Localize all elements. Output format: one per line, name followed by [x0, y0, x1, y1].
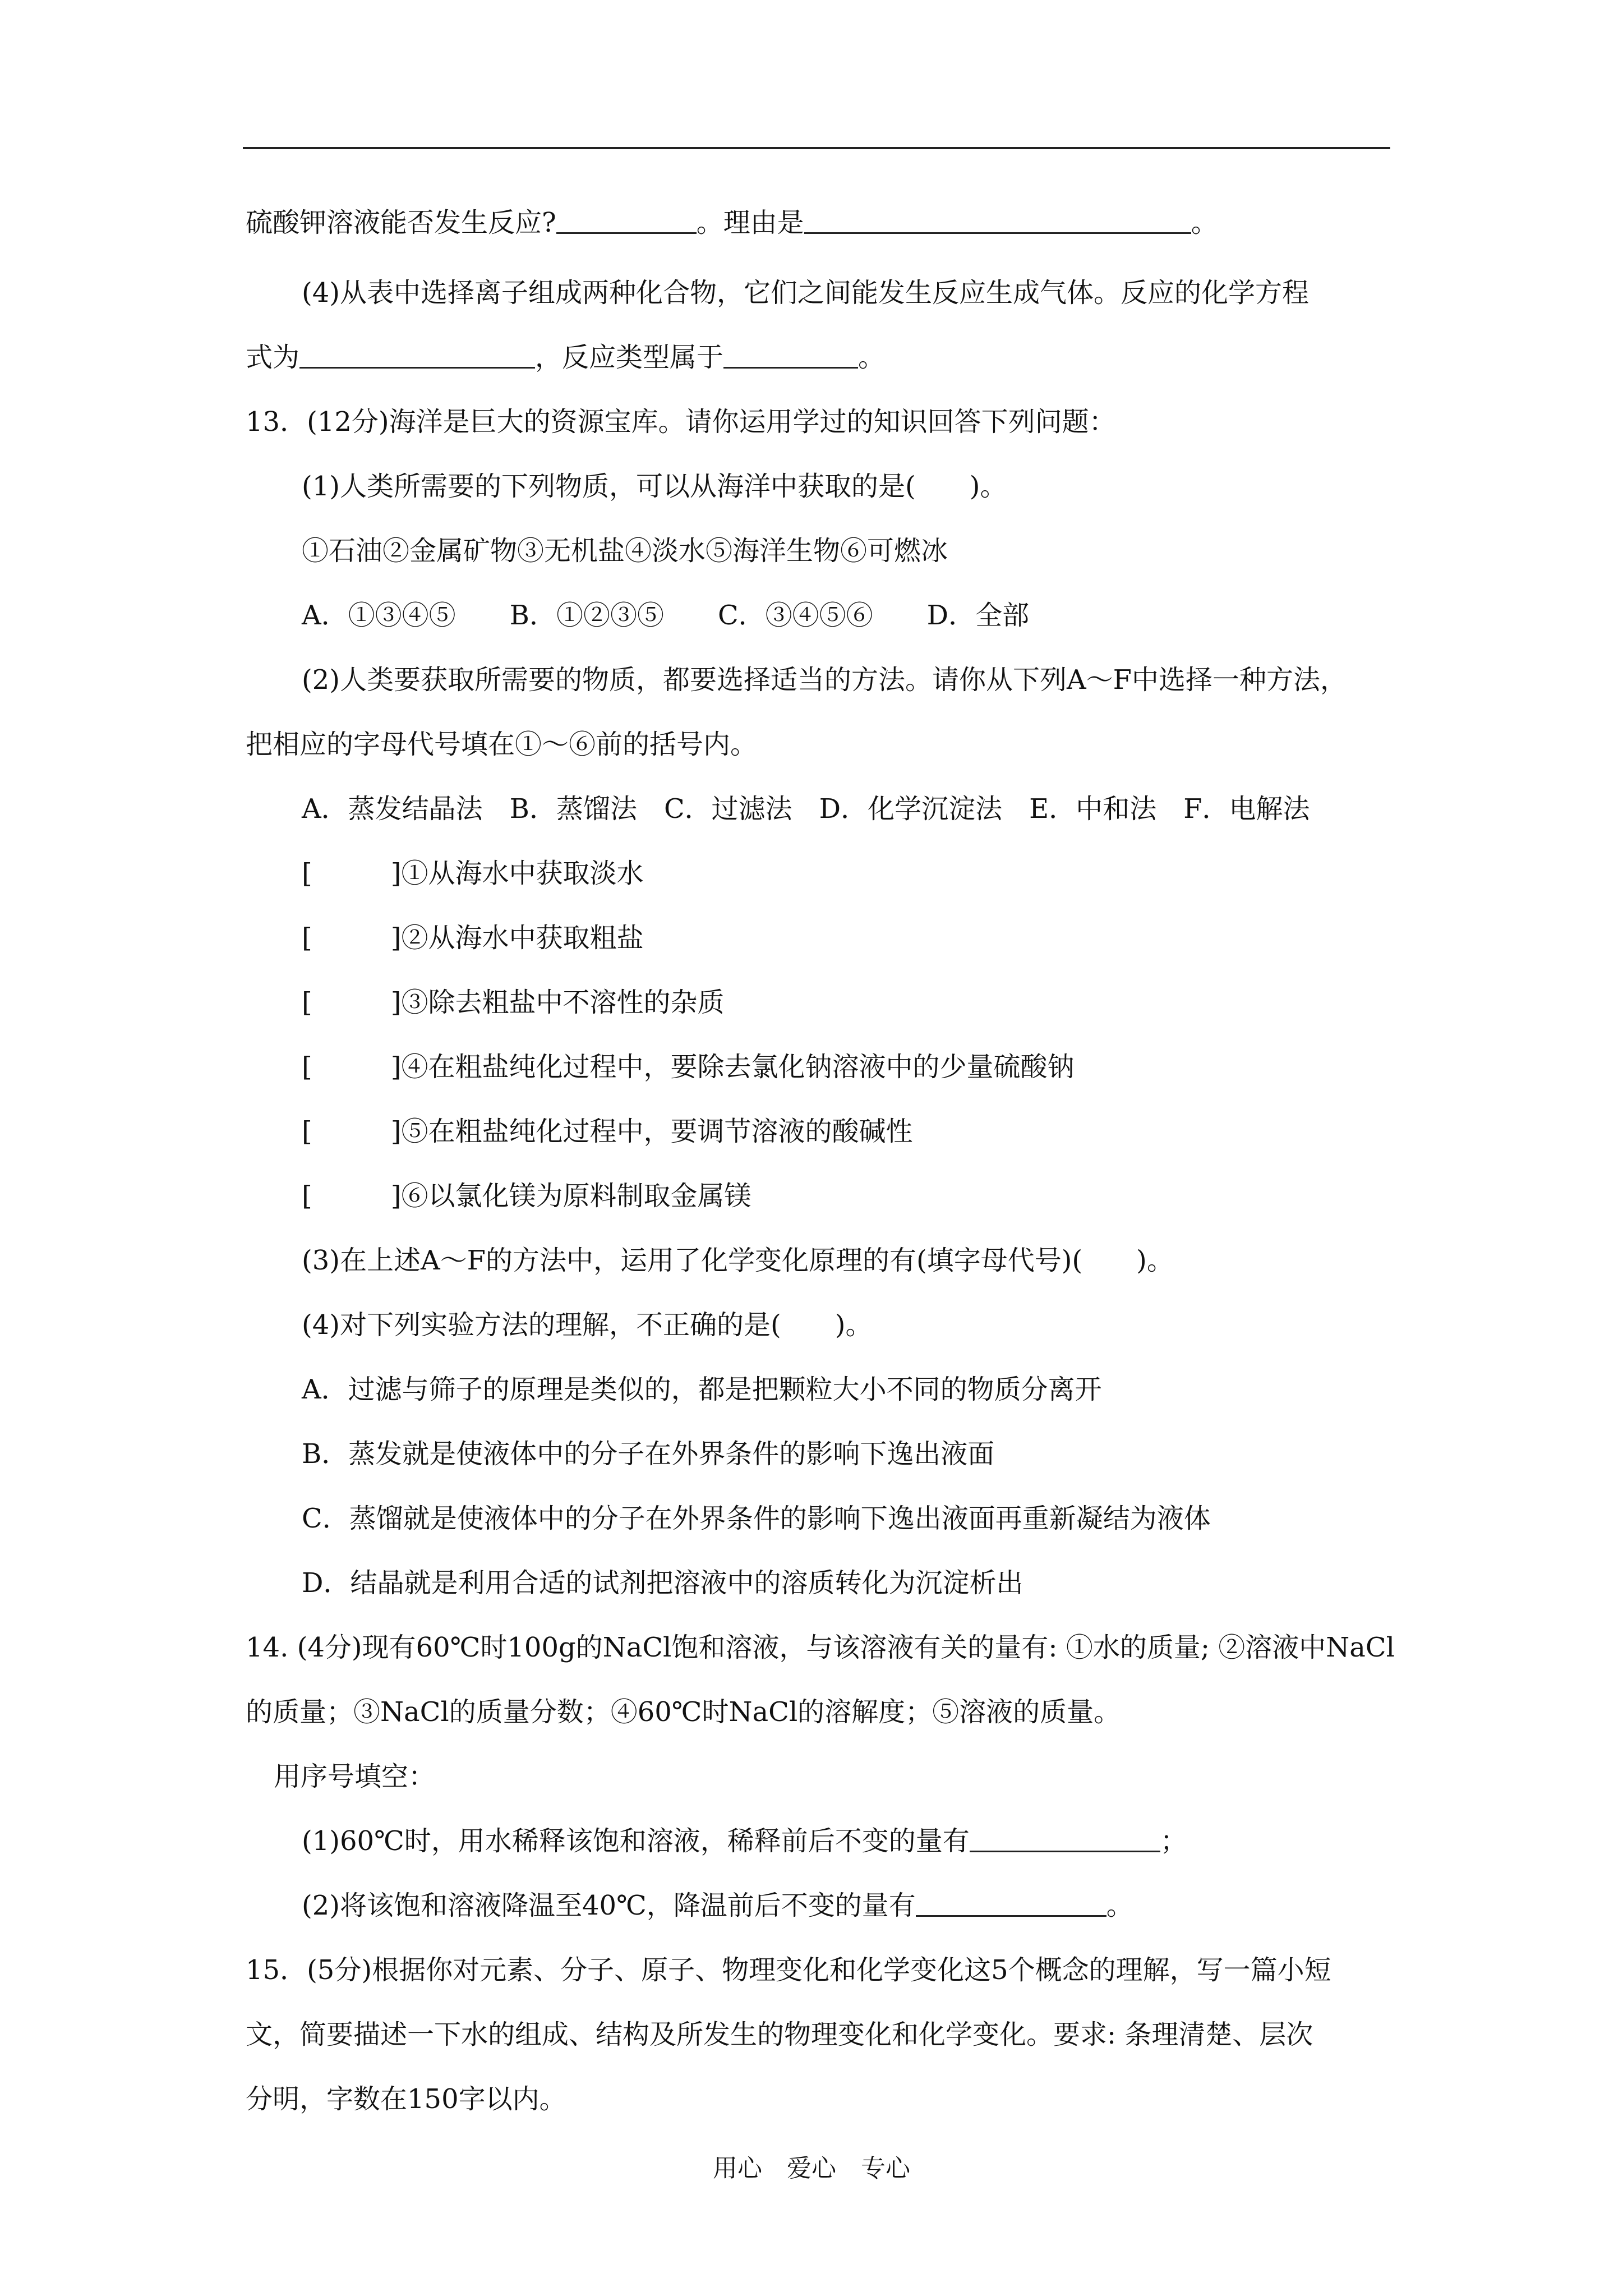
- answer-blank[interactable]: [804, 205, 1191, 234]
- q12-4-line2: 式为 ，反应类型属于 。: [246, 339, 885, 375]
- q13-4-option-a: A．过滤与筛子的原理是类似的，都是把颗粒大小不同的物质分离开: [302, 1374, 1102, 1405]
- q13-2-line2: 把相应的字母代号填在①～⑥前的括号内。: [246, 729, 758, 760]
- q13-4-option-c: C．蒸馏就是使液体中的分子在外界条件的影响下逸出液面再重新凝结为液体: [302, 1503, 1211, 1534]
- q14-line1: 14. (4分)现有60℃时100g的NaCl饱和溶液，与该溶液有关的量有: ①水的质量; ②溶液中NaCl: [246, 1632, 1395, 1663]
- bracket-item-3: [ ]③除去粗盐中不溶性的杂质: [302, 987, 725, 1018]
- q13-4-option-b: B．蒸发就是使液体中的分子在外界条件的影响下逸出液面: [302, 1438, 995, 1470]
- q14-1: (1)60℃时，用水稀释该饱和溶液，稀释前后不变的量有 ；: [302, 1823, 1187, 1859]
- bracket-item-6: [ ]⑥以氯化镁为原料制取金属镁: [302, 1180, 751, 1212]
- q13-4-option-d: D．结晶就是利用合适的试剂把溶液中的溶质转化为沉淀析出: [302, 1567, 1023, 1599]
- header-rule: [243, 147, 1390, 149]
- q15-line3: 分明，字数在150字以内。: [246, 2083, 566, 2115]
- q12-line-continued: 硫酸钾溶液能否发生反应? 。理由是 。: [246, 205, 1218, 241]
- q14-2: (2)将该饱和溶液降温至40℃，降温前后不变的量有 。: [302, 1888, 1133, 1924]
- q13-4: (4)对下列实验方法的理解，不正确的是( )。: [302, 1309, 873, 1341]
- q15-line2: 文，简要描述一下水的组成、结构及所发生的物理变化和化学变化。要求: 条理清楚、层次: [246, 2019, 1313, 2050]
- answer-blank[interactable]: [970, 1824, 1160, 1852]
- bracket-item-2: [ ]②从海水中获取粗盐: [302, 922, 644, 954]
- answer-blank[interactable]: [299, 340, 535, 369]
- q14-instruction: 用序号填空：: [274, 1761, 436, 1792]
- q13-1-items: ①石油②金属矿物③无机盐④淡水⑤海洋生物⑥可燃冰: [302, 535, 948, 567]
- q15-line1: 15．(5分)根据你对元素、分子、原子、物理变化和化学变化这5个概念的理解，写一篇小短: [246, 1954, 1331, 1986]
- q13-2-methods: A．蒸发结晶法 B．蒸馏法 C．过滤法 D．化学沉淀法 E．中和法 F．电解法: [302, 793, 1310, 825]
- q14-line2: 的质量；③NaCl的质量分数；④60℃时NaCl的溶解度；⑤溶液的质量。: [246, 1696, 1121, 1728]
- answer-blank[interactable]: [556, 205, 697, 234]
- q13-1: (1)人类所需要的下列物质，可以从海洋中获取的是( )。: [302, 471, 1007, 502]
- answer-blank[interactable]: [723, 340, 858, 369]
- bracket-item-1: [ ]①从海水中获取淡水: [302, 858, 644, 889]
- q12-4-line1: (4)从表中选择离子组成两种化合物，它们之间能发生反应生成气体。反应的化学方程: [302, 277, 1309, 309]
- q13-title: 13．(12分)海洋是巨大的资源宝库。请你运用学过的知识回答下列问题：: [246, 406, 1116, 438]
- q13-2-line1: (2)人类要获取所需要的物质，都要选择适当的方法。请你从下列A～F中选择一种方法，: [302, 664, 1347, 696]
- q13-1-options: A．①③④⑤ B．①②③⑤ C．③④⑤⑥ D．全部: [302, 600, 1030, 631]
- bracket-item-5: [ ]⑤在粗盐纯化过程中，要调节溶液的酸碱性: [302, 1116, 913, 1147]
- bracket-item-4: [ ]④在粗盐纯化过程中，要除去氯化钠溶液中的少量硫酸钠: [302, 1051, 1075, 1083]
- answer-blank[interactable]: [916, 1888, 1106, 1917]
- page-footer: 用心 爱心 专心: [713, 2154, 910, 2183]
- q13-3: (3)在上述A～F的方法中，运用了化学变化原理的有(填字母代号)( )。: [302, 1245, 1174, 1276]
